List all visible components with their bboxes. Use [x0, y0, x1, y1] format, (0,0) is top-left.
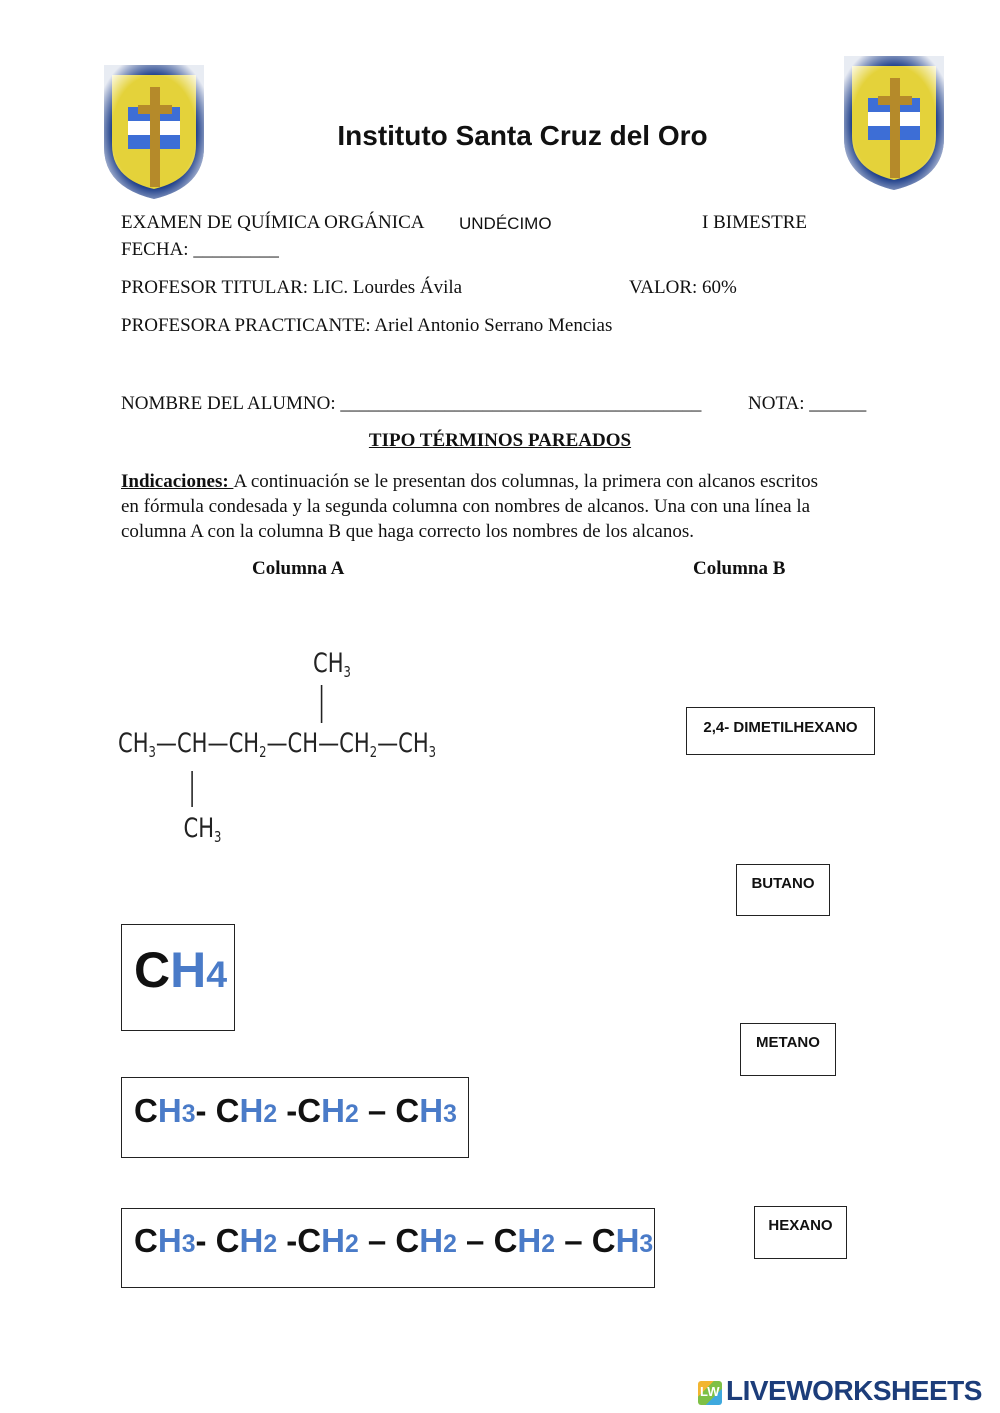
school-name: Instituto Santa Cruz del Oro: [337, 120, 708, 151]
brand-name: LIVEWORKSHEETS: [726, 1375, 982, 1406]
formula-butane: CH3- CH2 -CH2 – CH3: [134, 1092, 457, 1129]
instructions-line-3: columna A con la columna B que haga correcto los nombres de los alcanos.: [121, 521, 695, 542]
formula-hexane-box[interactable]: [121, 1208, 655, 1288]
section-title: TIPO TÉRMINOS PAREADOS: [368, 430, 632, 451]
instructions-label: Indicaciones:: [121, 471, 234, 492]
instructions-line-1: A continuación se le presentan dos columnas, la primera con alcanos escritos: [233, 471, 819, 492]
top-bond: [321, 685, 323, 723]
name-box-dimetilhexano[interactable]: 2,4- DIMETILHEXANO: [686, 707, 875, 755]
name-box-hexano[interactable]: HEXANO: [754, 1206, 847, 1259]
formula-butane-box[interactable]: [121, 1077, 469, 1158]
date-field[interactable]: FECHA: _________: [121, 239, 279, 260]
top-branch: CH3: [313, 648, 351, 682]
column-a-header: Columna A: [252, 558, 345, 579]
formula-hexane: CH3- CH2 -CH2 – CH2 – CH2 – CH3: [134, 1222, 654, 1259]
formula-methane-box[interactable]: [121, 924, 235, 1031]
instructions-line-2: en fórmula condesada y la segunda columna con nombres de alcanos. Una con una línea la: [121, 496, 811, 517]
structural-formula[interactable]: [118, 645, 437, 860]
bottom-bond: [191, 771, 193, 807]
column-b-header: Columna B: [693, 558, 786, 579]
main-chain: CH3—CH—CH2—CH—CH2—CH3: [118, 728, 437, 762]
name-box-metano[interactable]: METANO: [740, 1023, 836, 1076]
period: I BIMESTRE: [702, 212, 808, 233]
exam-title: EXAMEN DE QUÍMICA ORGÁNICA: [121, 212, 425, 233]
student-name-field[interactable]: NOMBRE DEL ALUMNO: ______________________________________: [121, 393, 702, 414]
instructions: [121, 469, 881, 544]
name-box-butano[interactable]: BUTANO: [736, 864, 830, 916]
exam-value: VALOR: 60%: [629, 277, 737, 298]
teacher: PROFESOR TITULAR: LIC. Lourdes Ávila: [121, 277, 463, 298]
formula-methane: CH4: [134, 942, 228, 998]
grade-field[interactable]: NOTA: ______: [748, 393, 867, 414]
bottom-branch: CH3: [183, 813, 222, 847]
intern-teacher: PROFESORA PRACTICANTE: Ariel Antonio Serrano Mencias: [121, 315, 613, 336]
grade-level: UNDÉCIMO: [459, 214, 552, 233]
lw-icon-text: LW: [700, 1384, 720, 1399]
